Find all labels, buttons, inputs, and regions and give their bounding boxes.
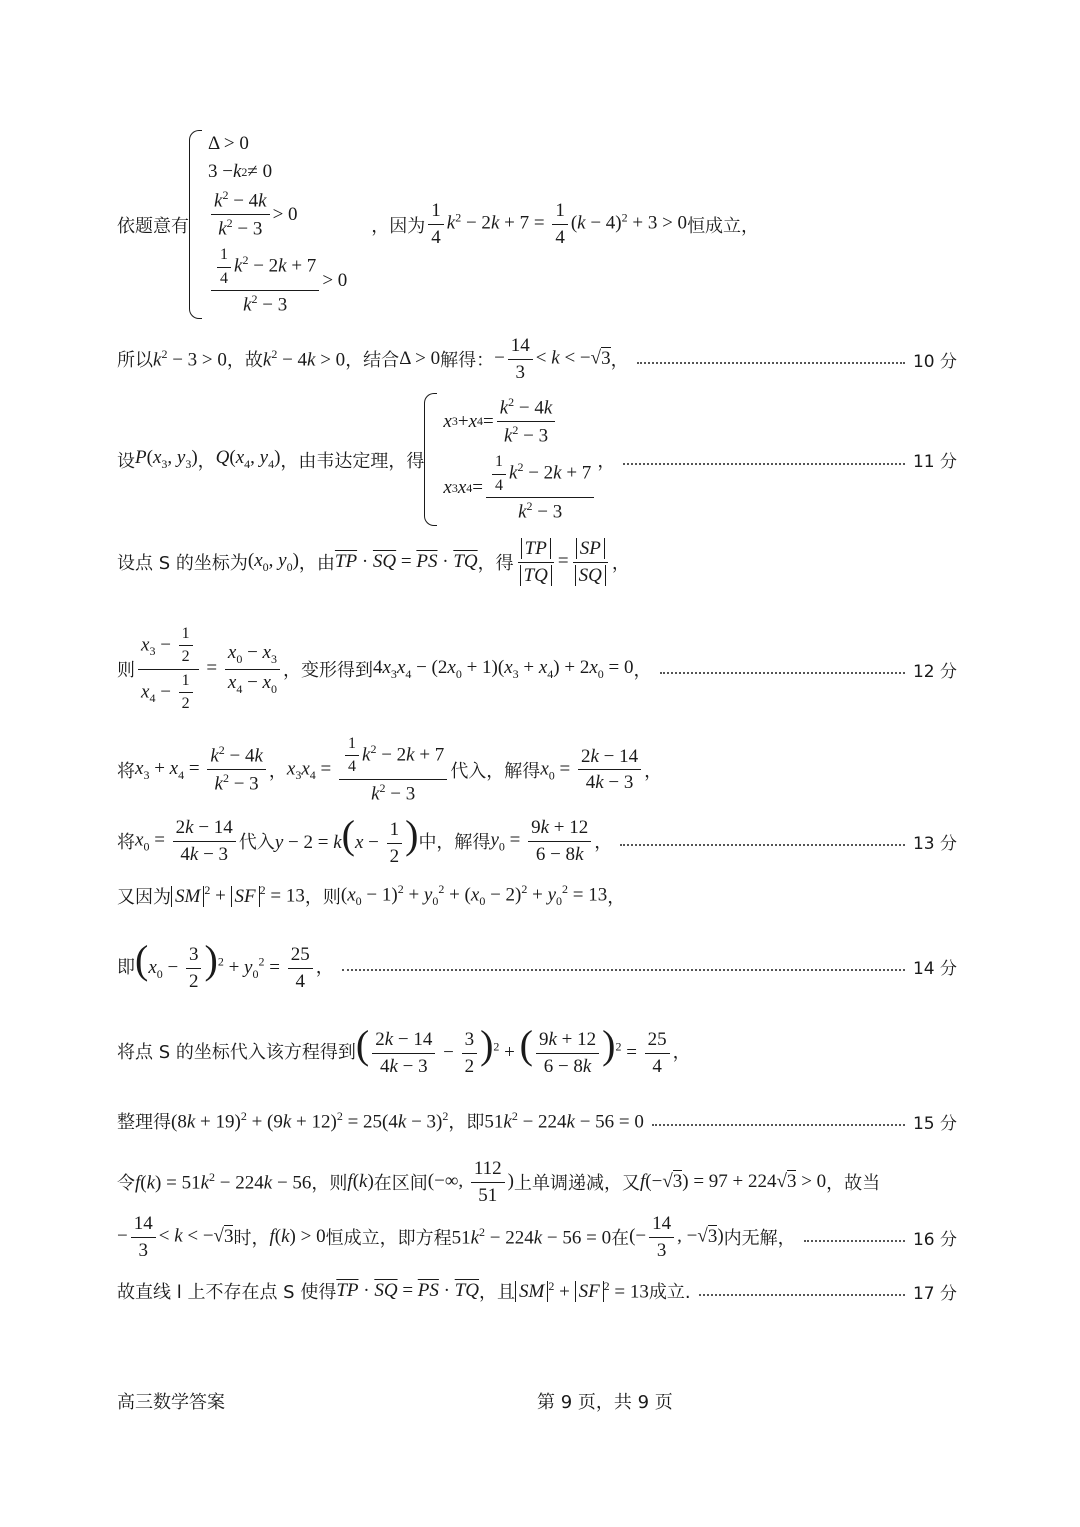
- score-label: 14 分: [912, 958, 957, 979]
- line-substitute: 将 $x_3 + x_4$ = $\frac{k^2 - 4k}{k^2 - 3}$ ， $x_3x_4$ = $\frac{1}{4}$ $k^2 - 2k + 7$ $k^2 - 3$ 代入，解得 $x_0$ = $\frac{2k - 14}{4k - 3}$ ，: [117, 735, 663, 805]
- text-label: 在: [611, 1228, 630, 1250]
- text-label: 成立.: [648, 1282, 691, 1303]
- text-label: 设点 S 的坐标为: [117, 553, 248, 575]
- score-label: 16 分: [912, 1229, 957, 1250]
- text-label: 所以: [117, 350, 153, 372]
- text-label: 即: [117, 957, 135, 979]
- text-label: 将: [117, 832, 135, 854]
- text-label: 依题意有: [117, 215, 189, 237]
- text-label: 将点 S 的坐标代入该方程得到: [117, 1042, 356, 1064]
- score-label: 15 分: [912, 1113, 957, 1134]
- text-label: ，则: [311, 1173, 348, 1195]
- text-label: 又因为: [117, 886, 171, 908]
- line-14: 即 ($x_0$ − $\frac{3}{2}$ )$^2 + y_0^2$ = $\frac{25}{4}$ ， 14 分: [117, 937, 957, 993]
- score-label: 13 分: [912, 833, 957, 854]
- text-label: 将: [117, 760, 135, 782]
- line-distance: 又因为 SM $^2$ + SF $^2$ = 13 ，则 $(x_0 - 1)^2 + y_0^2 + (x_0 - 2)^2 + y_0^2 = 13$ ，: [117, 882, 626, 909]
- line-10: 所以 $k^2 - 3 > 0$ ，故 $k^2 - 4k > 0$ ，结合 Δ > 0 解得： − $\frac{14}{3}$ < k < −√3 ， 10 分: [117, 335, 957, 383]
- text-label: ，则: [304, 886, 341, 908]
- text-label: ，: [607, 886, 626, 908]
- score-label: 10 分: [912, 351, 957, 372]
- text-label: ，: [268, 760, 287, 782]
- text-label: 解得：: [440, 350, 495, 372]
- text-label: 设: [117, 450, 135, 472]
- text-label: 中，解得: [418, 832, 491, 854]
- text-label: ，即: [448, 1112, 485, 1133]
- text-label: ，故当: [826, 1173, 881, 1195]
- text-label: ，故: [226, 350, 263, 372]
- line-monotonic: 令 $f(k) = 51k^2 - 224k - 56$ ，则 f(k) 在区间 (−∞, $\frac{112}{51}$ ) 上单调递减，又 f(−√3) = 97 + 224√3 > 0 ，故当: [117, 1158, 881, 1206]
- line-s-coord: 设点 S 的坐标为 ($x_0$, $y_0$) ，由 $\overline{TP} \cdot \overline{SQ} = \overline{PS} \cdot \overline{TQ}$ ，得 $\frac{TP}{TQ}$ = $\frac{SP}{SQ}$ ，: [117, 538, 630, 586]
- line-16: − $\frac{14}{3}$ < k < −√3 时， f(k) > 0 恒成立，即方程 $51k^2 - 224k - 56 = 0$ 在 (− $\frac{14}{3}$ , −√3) 内无解， 16 分: [117, 1213, 957, 1261]
- text-label: ，变形得到: [282, 660, 373, 682]
- line-13: 将 $x_0$ = $\frac{2k - 14}{4k - 3}$ 代入 y − 2 = k(x − $\frac{1}{2}$ ) 中，解得 $y_0$ = $\frac{9k + 12}{6 - 8k}$ ， 13 分: [117, 812, 957, 868]
- text-label: 故直线 l 上不存在点 S 使得: [117, 1282, 337, 1303]
- text-label: ，: [611, 553, 630, 575]
- footer-title: 高三数学答案: [117, 1392, 225, 1413]
- text-label: ，因为: [371, 215, 426, 237]
- score-label: 11 分: [912, 452, 957, 473]
- text-label: 代入，解得: [450, 760, 541, 782]
- page-number: 第 9 页，共 9 页: [537, 1392, 673, 1413]
- line-plugin: 将点 S 的坐标代入该方程得到 ( $\frac{2k - 14}{4k - 3}$ − $\frac{3}{2}$ )$^2$ + ( $\frac{9k + 12}{6 - 8k}$ )$^2$ = $\frac{25}{4}$ ，: [117, 1022, 691, 1078]
- score-label: 17 分: [912, 1283, 957, 1304]
- text-label: ，且: [479, 1282, 516, 1303]
- text-label: 代入: [238, 832, 275, 854]
- text-label: 内无解，: [723, 1228, 796, 1250]
- line-11: 设 $P(x_3$, $y_3$) ， $Q(x_4$, $y_4$) ，由韦达定理，得 x 3 + x 4 = $\frac{k^2 - 4k}{k^2 - 3}$ x 3 x 4 = $\frac{1}{4}$ $k^2 - 2k + 7$ $k^2 - 3$ ， 11 分: [117, 393, 957, 526]
- score-label: 12 分: [912, 661, 957, 682]
- text-label: ，得: [477, 553, 514, 575]
- text-label: ，: [644, 760, 663, 782]
- line-12: 则 $x_3$ − $\frac{1}{2}$ $x_4$ − $\frac{1}{2}$ = $\frac{x_0 - x_3}{x_4 - x_0}$ ，变形得到 $4x_3x_4 - (2x_0 + 1)(x_3 + x_4) + 2x_0 = 0$ ， 12 分: [117, 625, 957, 713]
- text-label: ，: [672, 1042, 691, 1064]
- text-label: 时，: [233, 1228, 270, 1250]
- text-label: ，: [197, 450, 216, 472]
- line-17: 故直线 l 上不存在点 S 使得 $\overline{TP} \cdot \overline{SQ} = \overline{PS} \cdot \overline{TQ}$ ，且 SM $^2$ + SF $^2$ = 13 成立. 17 分: [117, 1278, 957, 1304]
- quadratic-identity: $\frac{1}{4}$ $k^2 - 2k + 7$ = $\frac{1}{4}$ $(k - 4)^2 + 3 > 0$: [425, 200, 687, 249]
- text-label: 恒成立，即方程: [325, 1228, 452, 1250]
- text-label: 在区间: [373, 1173, 428, 1195]
- text-label: 上单调递减，又: [514, 1173, 640, 1195]
- text-label: ，由韦达定理，得: [280, 450, 425, 472]
- text-label: 则: [117, 660, 135, 682]
- text-label: 恒成立，: [687, 215, 760, 237]
- line-15: 整理得 $(8k + 19)^2 + (9k + 12)^2 = 25(4k - 3)^2$ ，即 $51k^2 - 224k - 56 = 0$ 15 分: [117, 1108, 957, 1134]
- text-label: ，由: [298, 553, 335, 575]
- text-label: 令: [117, 1173, 135, 1195]
- text-label: 整理得: [117, 1112, 171, 1133]
- condition-system: Δ > 0 3 − k 2 ≠ 0 $\frac{k^2 - 4k}{k^2 - 3}$ > 0 $\frac{1}{4}$ $k^2 - 2k + 7$ $k^2 - 3$ > 0: [189, 130, 347, 319]
- text-label: ，结合: [345, 350, 400, 372]
- vieta-system: x 3 + x 4 = $\frac{k^2 - 4k}{k^2 - 3}$ x 3 x 4 = $\frac{1}{4}$ $k^2 - 2k + 7$ $k^2 - 3$: [424, 393, 597, 526]
- condition-system-line: [117, 130, 957, 319]
